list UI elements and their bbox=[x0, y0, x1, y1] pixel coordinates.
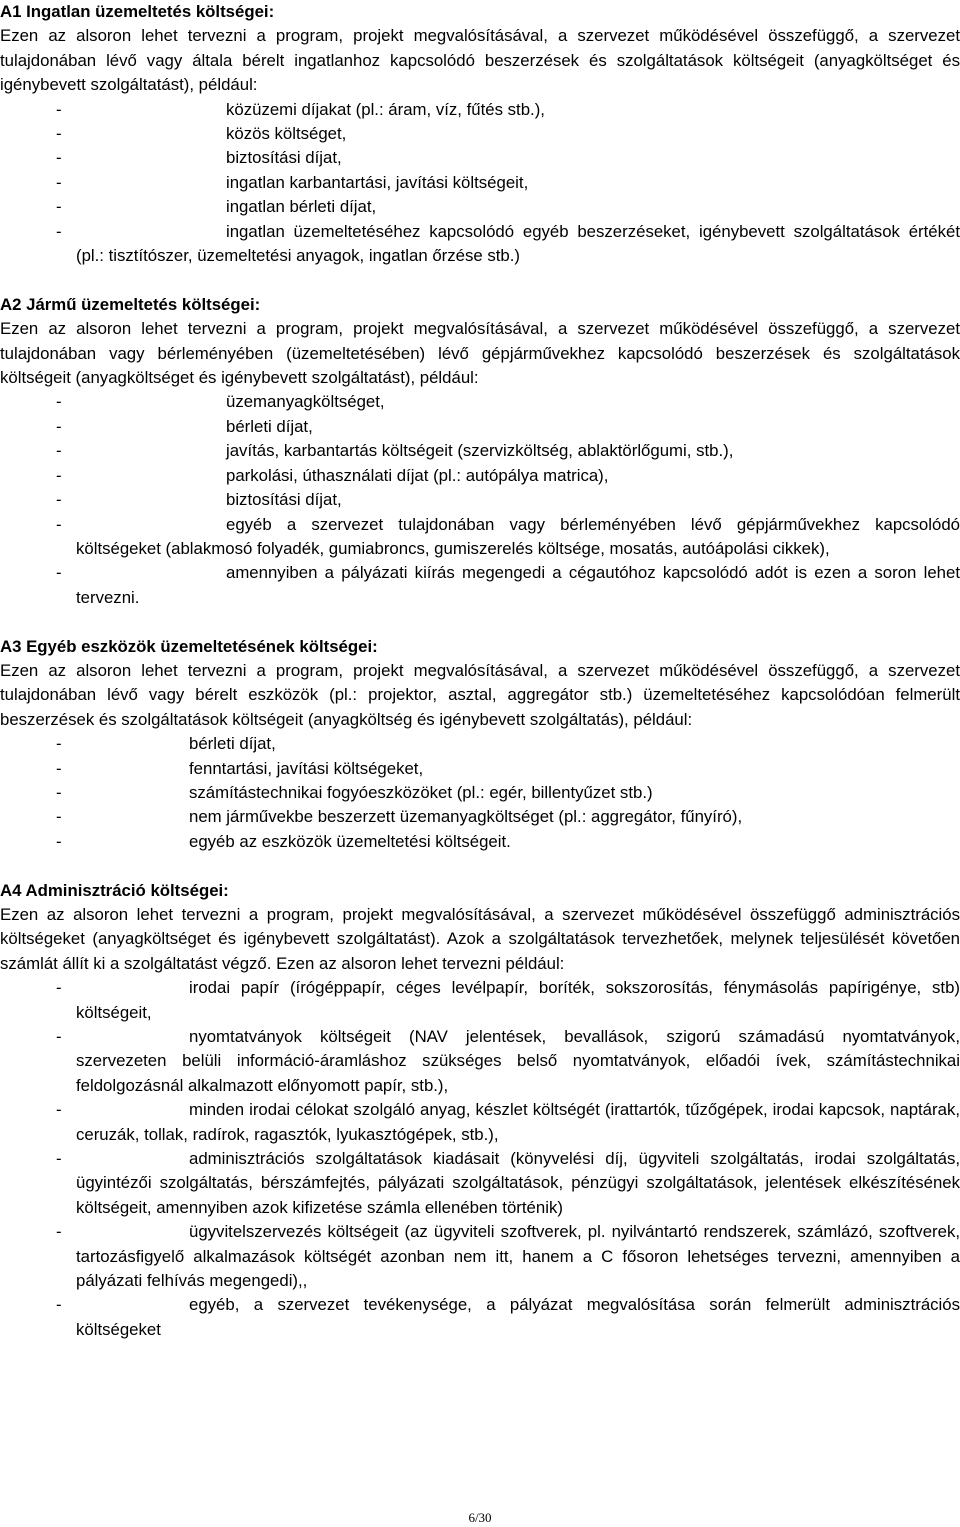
list-item-text: nem járművekbe beszerzett üzemanyagköltséget (pl.: aggregátor, fűnyíró), bbox=[189, 807, 743, 827]
bullet-dash: - bbox=[56, 1149, 62, 1169]
section-intro: Ezen az alsoron lehet tervezni a program, projekt megvalósításával, a szervezet működésével összefüggő adminisztrációs költségeket (anyagköltséget és igénybevett szolgáltatást). Azok a szolgáltatások tervezhetőek, melynek teljesülését követően számlát állít ki a szolgáltatást végző. Ezen az alsoron lehet tervezni például: bbox=[0, 904, 960, 973]
page-number: 6/30 bbox=[468, 1510, 492, 1525]
list-item-text: ingatlan bérleti díjat, bbox=[226, 197, 377, 217]
list-item-text: számítástechnikai fogyóeszközöket (pl.: egér, billentyűzet stb.) bbox=[189, 782, 653, 802]
bullet-dash: - bbox=[56, 1100, 62, 1120]
list-item bbox=[0, 561, 960, 610]
list-item bbox=[0, 1098, 960, 1147]
list-item-text: egyéb az eszközök üzemeltetési költségeit. bbox=[189, 831, 511, 851]
list-item-text: ingatlan üzemeltetéséhez kapcsolódó egyéb beszerzéseket, igénybevett szolgáltatások értékét (pl.: tisztítószer, üzemeltetési anyagok, ingatlan őrzése stb.) bbox=[76, 221, 960, 266]
list-item-text: közüzemi díjakat (pl.: áram, víz, fűtés stb.), bbox=[226, 99, 545, 119]
bullet-dash: - bbox=[56, 124, 62, 144]
bullet-dash: - bbox=[56, 758, 62, 778]
section-a3 bbox=[0, 635, 960, 855]
list-item-text: irodai papír (írógéppapír, céges levélpapír, boríték, sokszorosítás, fénymásolás papírigénye, stb) költségeit, bbox=[76, 978, 960, 1022]
list-item bbox=[0, 439, 960, 463]
list-item bbox=[0, 805, 960, 829]
bullet-dash: - bbox=[56, 99, 62, 119]
list-item bbox=[0, 1293, 960, 1342]
list-item-text: egyéb a szervezet tulajdonában vagy bérleményében lévő gépjárművekhez kapcsolódó költségeket (ablakmosó folyadék, gumiabroncs, gumiszerelés költsége, mosatás, autóápolási cikkek), bbox=[76, 514, 960, 558]
bullet-dash: - bbox=[56, 734, 62, 754]
list-item bbox=[0, 464, 960, 488]
list-item-text: parkolási, úthasználati díjat (pl.: autópálya matrica), bbox=[226, 465, 609, 485]
list-item-text: egyéb, a szervezet tevékenysége, a pályázat megvalósítása során felmerült adminisztrációs költségeket bbox=[76, 1295, 960, 1339]
list-item-text: üzemanyagköltséget, bbox=[226, 392, 385, 412]
list-item bbox=[0, 1147, 960, 1220]
bullet-dash: - bbox=[56, 1222, 62, 1242]
section-a1 bbox=[0, 0, 960, 268]
bullet-dash: - bbox=[56, 831, 62, 851]
list-item-text: ügyvitelszervezés költségeit (az ügyviteli szoftverek, pl. nyilvántartó rendszerek, számlázó, szoftverek, tartozásfigyelő alkalmazások költségét azonban nem itt, hanem a C fősoron lehetséges tervezni, amennyiben a pályázati felhívás megengedi),, bbox=[76, 1222, 960, 1291]
bullet-dash: - bbox=[56, 392, 62, 412]
bullet-dash: - bbox=[56, 490, 62, 510]
bullet-dash: - bbox=[56, 416, 62, 436]
section-a4 bbox=[0, 879, 960, 1343]
bullet-dash: - bbox=[56, 1027, 62, 1047]
bullet-dash: - bbox=[56, 441, 62, 461]
bullet-dash: - bbox=[56, 563, 62, 583]
bullet-dash: - bbox=[56, 807, 62, 827]
list-item-text: fenntartási, javítási költségeket, bbox=[189, 758, 424, 778]
list-item-text: bérleti díjat, bbox=[189, 734, 276, 754]
bullet-dash: - bbox=[56, 221, 62, 241]
list-item bbox=[0, 757, 960, 781]
list-item bbox=[0, 488, 960, 512]
list-item bbox=[0, 122, 960, 146]
list-item bbox=[0, 1220, 960, 1293]
section-a2 bbox=[0, 293, 960, 610]
list-item-text: minden irodai célokat szolgáló anyag, készlet költségét (irattartók, tűzőgépek, irodai kapcsok, naptárak, ceruzák, tollak, radírok, ragasztók, lyukasztógépek, stb.), bbox=[76, 1100, 960, 1144]
section-heading: A4 Adminisztráció költségei: bbox=[0, 880, 229, 900]
list-item bbox=[0, 513, 960, 562]
list-item bbox=[0, 146, 960, 170]
list-item bbox=[0, 98, 960, 122]
list-item bbox=[0, 415, 960, 439]
list-item bbox=[0, 781, 960, 805]
list-item-text: ingatlan karbantartási, javítási költségeit, bbox=[226, 172, 529, 192]
bullet-dash: - bbox=[56, 782, 62, 802]
bullet-dash: - bbox=[56, 1295, 62, 1315]
section-heading: A3 Egyéb eszközök üzemeltetésének költségei: bbox=[0, 636, 378, 656]
bullet-dash: - bbox=[56, 172, 62, 192]
list-item bbox=[0, 171, 960, 195]
list-item-text: bérleti díjat, bbox=[226, 416, 313, 436]
list-item-text: adminisztrációs szolgáltatások kiadásait (könyvelési díj, ügyviteli szolgáltatás, irodai szolgáltatás, ügyintézői szolgáltatás, bérszámfejtés, pályázati szolgáltatások, pénzügyi szolgáltatások, jelentések elkészítésének költségeit, amennyiben azok kifizetése számla ellenében történik) bbox=[76, 1149, 960, 1217]
list-item-text: javítás, karbantartás költségeit (szervizköltség, ablaktörlőgumi, stb.), bbox=[226, 441, 734, 461]
list-item-text: biztosítási díjat, bbox=[226, 148, 342, 168]
bullet-dash: - bbox=[56, 514, 62, 534]
list-item-text: amennyiben a pályázati kiírás megengedi a cégautóhoz kapcsolódó adót is ezen a soron lehet tervezni. bbox=[76, 563, 960, 607]
section-intro: Ezen az alsoron lehet tervezni a program, projekt megvalósításával, a szervezet működésével összefüggő, a szervezet tulajdonában vagy bérleményében (üzemeltetésében) lévő gépjárművekhez kapcsolódó beszerzések és szolgáltatások költségeit (anyagköltséget és igénybevett szolgáltatást), például: bbox=[0, 319, 960, 388]
bullet-dash: - bbox=[56, 465, 62, 485]
bullet-dash: - bbox=[56, 978, 62, 998]
list-item bbox=[0, 390, 960, 414]
bullet-dash: - bbox=[56, 148, 62, 168]
section-intro: Ezen az alsoron lehet tervezni a program, projekt megvalósításával, a szervezet működésével összefüggő, a szervezet tulajdonában lévő vagy általa bérelt ingatlanhoz kapcsolódó beszerzések és szolgáltatások költségeit (anyagköltséget és igénybevett szolgáltatást), például: bbox=[0, 26, 960, 95]
list-item bbox=[0, 1025, 960, 1098]
section-heading: A1 Ingatlan üzemeltetés költségei: bbox=[0, 2, 275, 21]
list-item bbox=[0, 195, 960, 219]
list-item-text: biztosítási díjat, bbox=[226, 490, 342, 510]
list-item bbox=[0, 830, 960, 854]
list-item bbox=[0, 220, 960, 269]
list-item bbox=[0, 976, 960, 1025]
list-item bbox=[0, 732, 960, 756]
list-item-text: közös költséget, bbox=[226, 124, 347, 144]
bullet-dash: - bbox=[56, 197, 62, 217]
list-item-text: nyomtatványok költségeit (NAV jelentések, bevallások, szigorú számadású nyomtatványok, szervezeten belüli információ-áramláshoz szükséges belső nyomtatványok, előadói ívek, számítástechnikai feldolgozásnál alkalmazott előnyomott papír, stb.), bbox=[76, 1027, 960, 1095]
section-heading: A2 Jármű üzemeltetés költségei: bbox=[0, 294, 261, 314]
section-intro: Ezen az alsoron lehet tervezni a program, projekt megvalósításával, a szervezet működésével összefüggő, a szervezet tulajdonában lévő vagy bérelt eszközök (pl.: projektor, asztal, aggregátor stb.) üzemeltetéséhez kapcsolódóan felmerült beszerzések és szolgáltatások költségeit (anyagköltség és igénybevett szolgáltatás), például: bbox=[0, 660, 960, 729]
